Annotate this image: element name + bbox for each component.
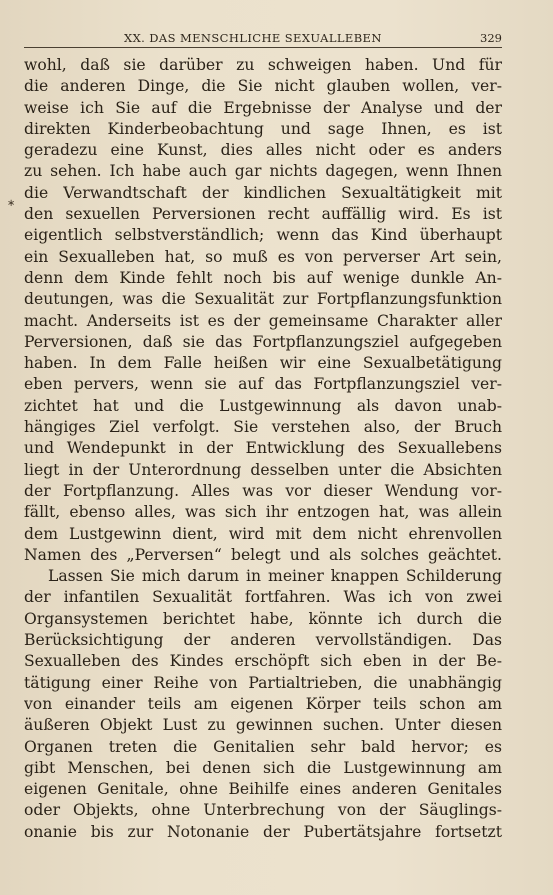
text-line: den sexuellen Perversionen recht auffällig wird. Es ist [24, 205, 502, 224]
text-line: onanie bis zur Notonanie der Pubertätsjahre fortsetzt [24, 822, 502, 841]
text-line: oder Objekts, ohne Unterbrechung von der Säuglings- [24, 801, 502, 820]
text-line: haben. In dem Falle heißen wir eine Sexualbetätigung [24, 354, 502, 373]
text-line: Sexualleben des Kindes erschöpft sich eben in der Be- [24, 652, 502, 671]
text-line: Namen des „Perversen“ belegt und als solches geächtet. [24, 545, 502, 564]
text-line: Berücksichtigung der anderen vervollständigen. Das [24, 631, 502, 650]
text-line: Organsystemen berichtet habe, könnte ich durch die [24, 609, 502, 628]
text-line: ein Sexualleben hat, so muß es von perverser Art sein, [24, 247, 502, 266]
text-line: denn dem Kinde fehlt noch bis auf wenige dunkle An- [24, 268, 502, 287]
text-line: gibt Menschen, bei denen sich die Lustgewinnung am [24, 758, 502, 777]
text-line: geradezu eine Kunst, dies alles nicht oder es anders [24, 141, 502, 160]
text-line: eben pervers, wenn sie auf das Fortpflanzungsziel ver- [24, 375, 502, 394]
text-line: Lassen Sie mich darum in meiner knappen Schilderung [48, 567, 502, 586]
text-line: wohl, daß sie darüber zu schweigen haben. Und für [24, 56, 502, 74]
text-line: zichtet hat und die Lustgewinnung als davon unab- [24, 396, 502, 415]
text-line: liegt in der Unterordnung desselben unter die Absichten [24, 460, 502, 479]
body-text [24, 55, 502, 843]
text-line: Perversionen, daß sie das Fortpflanzungsziel aufgegeben [24, 332, 502, 351]
text-line: und Wendepunkt in der Entwicklung des Sexuallebens [24, 439, 502, 458]
text-line: die Verwandtschaft der kindlichen Sexualtätigkeit mit [24, 183, 502, 202]
page-number: 329 [480, 31, 502, 45]
text-line: eigentlich selbstverständlich; wenn das Kind überhaupt [24, 226, 502, 245]
running-header [24, 27, 502, 48]
text-line: die anderen Dinge, die Sie nicht glauben wollen, ver- [24, 77, 502, 96]
text-line: fällt, ebenso alles, was sich ihr entzogen hat, was allein [24, 503, 502, 522]
text-line: der infantilen Sexualität fortfahren. Was ich von zwei [24, 588, 502, 607]
text-line: tätigung einer Reihe von Partialtrieben, die unabhängig [24, 673, 502, 692]
text-line: zu sehen. Ich habe auch gar nichts dagegen, wenn Ihnen [24, 162, 502, 181]
margin-mark-icon: ∗ [7, 198, 16, 209]
chapter-title: XX. DAS MENSCHLICHE SEXUALLEBEN [124, 31, 382, 45]
text-line: eigenen Genitale, ohne Beihilfe eines anderen Genitales [24, 780, 502, 799]
text-line: macht. Anderseits ist es der gemeinsame Charakter aller [24, 311, 502, 330]
text-line: direkten Kinderbeobachtung und sage Ihnen, es ist [24, 119, 502, 138]
text-line: der Fortpflanzung. Alles was vor dieser Wendung vor- [24, 481, 502, 500]
text-line: weise ich Sie auf die Ergebnisse der Analyse und der [24, 98, 502, 117]
text-line: dem Lustgewinn dient, wird mit dem nicht ehrenvollen [24, 524, 502, 543]
text-line: deutungen, was die Sexualität zur Fortpflanzungsfunktion [24, 290, 502, 309]
text-line: Organen treten die Genitalien sehr bald hervor; es [24, 737, 502, 756]
text-line: von einander teils am eigenen Körper teils schon am [24, 694, 502, 713]
text-line: äußeren Objekt Lust zu gewinnen suchen. Unter diesen [24, 716, 502, 735]
text-line: hängiges Ziel verfolgt. Sie verstehen also, der Bruch [24, 418, 502, 437]
